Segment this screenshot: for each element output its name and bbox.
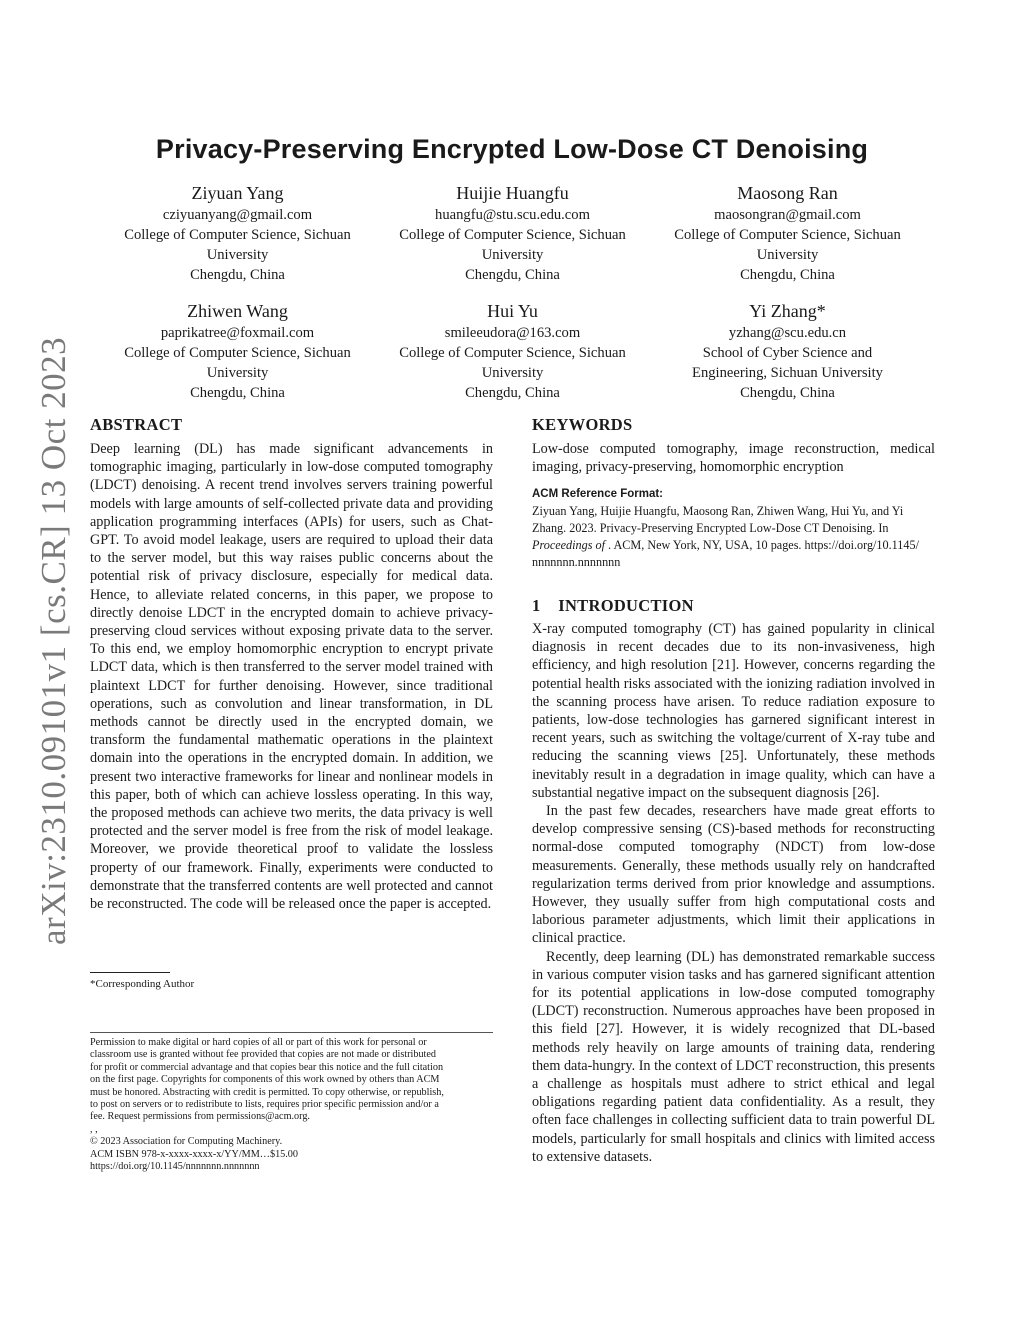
- acm-reference-body: [532, 503, 942, 571]
- author-block: [650, 299, 925, 403]
- author-block: [100, 299, 375, 403]
- author-email[interactable]: yzhang@scu.edu.cn: [728, 325, 847, 341]
- acm-reference-line: Zhang. 2023. Privacy-Preserving Encrypted Low-Dose CT Denoising. In: [532, 521, 889, 535]
- keywords-text: Low-dose computed tomography, image reconstruction, medical imaging, privacy-preserving, homomorphic encryption: [532, 441, 935, 476]
- author-location: Chengdu, China: [740, 267, 835, 283]
- conference-line: , ,: [90, 1123, 98, 1135]
- author-affiliation: University: [206, 365, 269, 381]
- permission-rule: [90, 1032, 493, 1033]
- author-affiliation: Engineering, Sichuan University: [692, 365, 883, 381]
- acm-reference-line: Ziyuan Yang, Huijie Huangfu, Maosong Ran, Zhiwen Wang, Hui Yu, and Yi: [532, 504, 904, 518]
- author-affiliation: University: [756, 247, 819, 263]
- keywords-heading: KEYWORDS: [532, 415, 633, 434]
- copyright-line: © 2023 Association for Computing Machinery.: [90, 1136, 283, 1148]
- paper-title: Privacy-Preserving Encrypted Low-Dose CT Denoising: [155, 134, 869, 164]
- permission-line: fee. Request permissions from permissions@acm.org.: [90, 1111, 310, 1123]
- footnote-rule: [90, 972, 170, 973]
- introduction-body: [532, 620, 935, 1166]
- author-email[interactable]: cziyuanyang@gmail.com: [162, 207, 313, 223]
- author-affiliation: College of Computer Science, Sichuan: [674, 227, 901, 243]
- permission-block: [90, 1037, 493, 1173]
- permission-line: on the first page. Copyrights for components of this work owned by others than ACM: [90, 1074, 440, 1086]
- author-affiliation: College of Computer Science, Sichuan: [399, 345, 626, 361]
- author-name: Yi Zhang*: [749, 301, 826, 321]
- author-name: Hui Yu: [487, 301, 538, 321]
- author-location: Chengdu, China: [740, 385, 835, 401]
- abstract-paragraph: Deep learning (DL) has made significant advancements in tomographic imaging, particularly in low-dose computed tomography (LDCT) denoising. A recent trend involves servers training powerful models with large amounts of self-collected private data and providing application programming interfaces (APIs) for users, such as Chat-GPT. To avoid model leakage, users are required to upload their data to the server model, but this way raises public concerns about the potential risk of privacy disclosure, especially for medical data. Hence, to alleviate related concerns, in this paper, we propose to directly denoise LDCT in the encrypted domain to achieve privacy-preserving cloud services without exposing private data to the server. To this end, we employ homomorphic encryption to encrypt private LDCT data, which is then transferred to the server model trained with plaintext LDCT for further denoising. However, since traditional operations, such as convolution and linear transformation, in DL methods cannot be directly used in the encrypted domain, we transform the fundamental mathematic operations in the plaintext domain into the operations in the encrypted domain. In addition, we present two interactive frameworks for linear and nonlinear models in this paper, both of which can achieve lossless operating. In this way, the proposed methods can achieve two merits, the data privacy is well protected and the server model is free from the risk of model leakage. Moreover, we provide theoretical proof to validate the lossless property of our framework. Finally, experiments were conducted to demonstrate that the transferred contents are well protected and cannot be reconstructed. The code will be released once the paper is accepted.: [90, 441, 493, 913]
- permission-line: to post on servers or to redistribute to lists, requires prior specific permission and/or a: [90, 1099, 439, 1111]
- author-email[interactable]: huangfu@stu.scu.edu.com: [435, 207, 590, 223]
- author-block: [650, 181, 925, 285]
- permission-line: classroom use is granted without fee provided that copies are not made or distributed: [90, 1049, 436, 1061]
- intro-paragraph: In the past few decades, researchers have made great efforts to develop compressive sensing (CS)-based methods for reconstructing normal-dose computed tomography (NDCT) from low-dose measurements. Generally, these methods usually rely on handcrafted regularization terms derived from prior knowledge and assumptions. However, they usually suffer from high computational costs and laborious parameter adjustments, which limit their applications in clinical practice.: [532, 803, 935, 947]
- corresponding-author-footnote: *Corresponding Author: [90, 978, 195, 990]
- permission-line: for profit or commercial advantage and that copies bear this notice and the full citation: [90, 1061, 444, 1073]
- acm-reference-line[interactable]: nnnnnnn.nnnnnnn: [532, 555, 621, 569]
- author-block: [375, 181, 650, 285]
- author-affiliation: College of Computer Science, Sichuan: [124, 345, 351, 361]
- author-email[interactable]: paprikatree@foxmail.com: [160, 325, 315, 341]
- intro-paragraph: Recently, deep learning (DL) has demonstrated remarkable success in various computer vision tasks and has garnered significant attention for its potential applications in low-dose computed tomography (LDCT) reconstruction. Numerous approaches have been proposed in this field [27]. However, it is widely recognized that DL-based methods rely heavily on large amounts of training data, rendering them data-hungry. In the context of LDCT reconstruction, this presents a challenge as hospitals must adhere to strict ethical and legal obligations regarding patient data confidentiality. As a result, they often face challenges in collecting sufficient data to train powerful DL models, particularly for small hospitals and clinics with limited access to extensive datasets.: [532, 948, 935, 1165]
- author-affiliation: College of Computer Science, Sichuan: [399, 227, 626, 243]
- author-affiliation: University: [481, 365, 544, 381]
- acm-reference-line[interactable]: . ACM, New York, NY, USA, 10 pages. https://doi.org/10.1145/: [608, 538, 919, 552]
- permission-line: must be honored. Abstracting with credit is permitted. To copy otherwise, or republish,: [90, 1086, 444, 1098]
- author-email[interactable]: maosongran@gmail.com: [714, 207, 861, 223]
- abstract-heading: ABSTRACT: [90, 415, 183, 434]
- author-name: Huijie Huangfu: [456, 183, 569, 203]
- author-affiliation: School of Cyber Science and: [702, 345, 873, 361]
- author-block: [375, 299, 650, 403]
- author-location: Chengdu, China: [190, 267, 285, 283]
- isbn-line: ACM ISBN 978-x-xxxx-xxxx-x/YY/MM…$15.00: [90, 1148, 298, 1160]
- permission-line: Permission to make digital or hard copies of all or part of this work for personal or: [90, 1037, 427, 1048]
- author-location: Chengdu, China: [465, 267, 560, 283]
- proceedings-italic: Proceedings of: [532, 538, 609, 552]
- author-affiliation: University: [481, 247, 544, 263]
- author-affiliation: College of Computer Science, Sichuan: [124, 227, 351, 243]
- author-location: Chengdu, China: [465, 385, 560, 401]
- introduction-heading: 1 INTRODUCTION: [532, 596, 694, 615]
- author-block: [100, 181, 375, 285]
- acm-reference-heading: ACM Reference Format:: [532, 488, 663, 500]
- intro-paragraph: X-ray computed tomography (CT) has gained popularity in clinical diagnosis in recent decades due to its non-invasiveness, high efficiency, and high resolution [21]. However, concerns regarding the potential health risks associated with the ionizing radiation involved in the scanning process have arisen. To reduce radiation exposure to patients, low-dose technologies has garnered significant interest in recent years, such as switching the voltage/current of X-ray tube and reducing the scanning views [25]. Unfortunately, these methods inevitably result in a degradation in image quality, which can have a substantial negative impact on the subsequent diagnosis [26].: [532, 621, 935, 801]
- author-email[interactable]: smileeudora@163.com: [444, 325, 581, 341]
- abstract-body: [90, 440, 493, 913]
- keywords-body: [532, 440, 935, 476]
- author-name: Ziyuan Yang: [191, 183, 284, 203]
- author-affiliation: University: [206, 247, 269, 263]
- author-name: Zhiwen Wang: [187, 301, 288, 321]
- author-name: Maosong Ran: [737, 183, 838, 203]
- arxiv-sidebar-stamp: arXiv:2310.09101v1 [cs.CR] 13 Oct 2023: [34, 336, 73, 945]
- doi-link[interactable]: https://doi.org/10.1145/nnnnnnn.nnnnnnn: [90, 1161, 260, 1173]
- author-location: Chengdu, China: [190, 385, 285, 401]
